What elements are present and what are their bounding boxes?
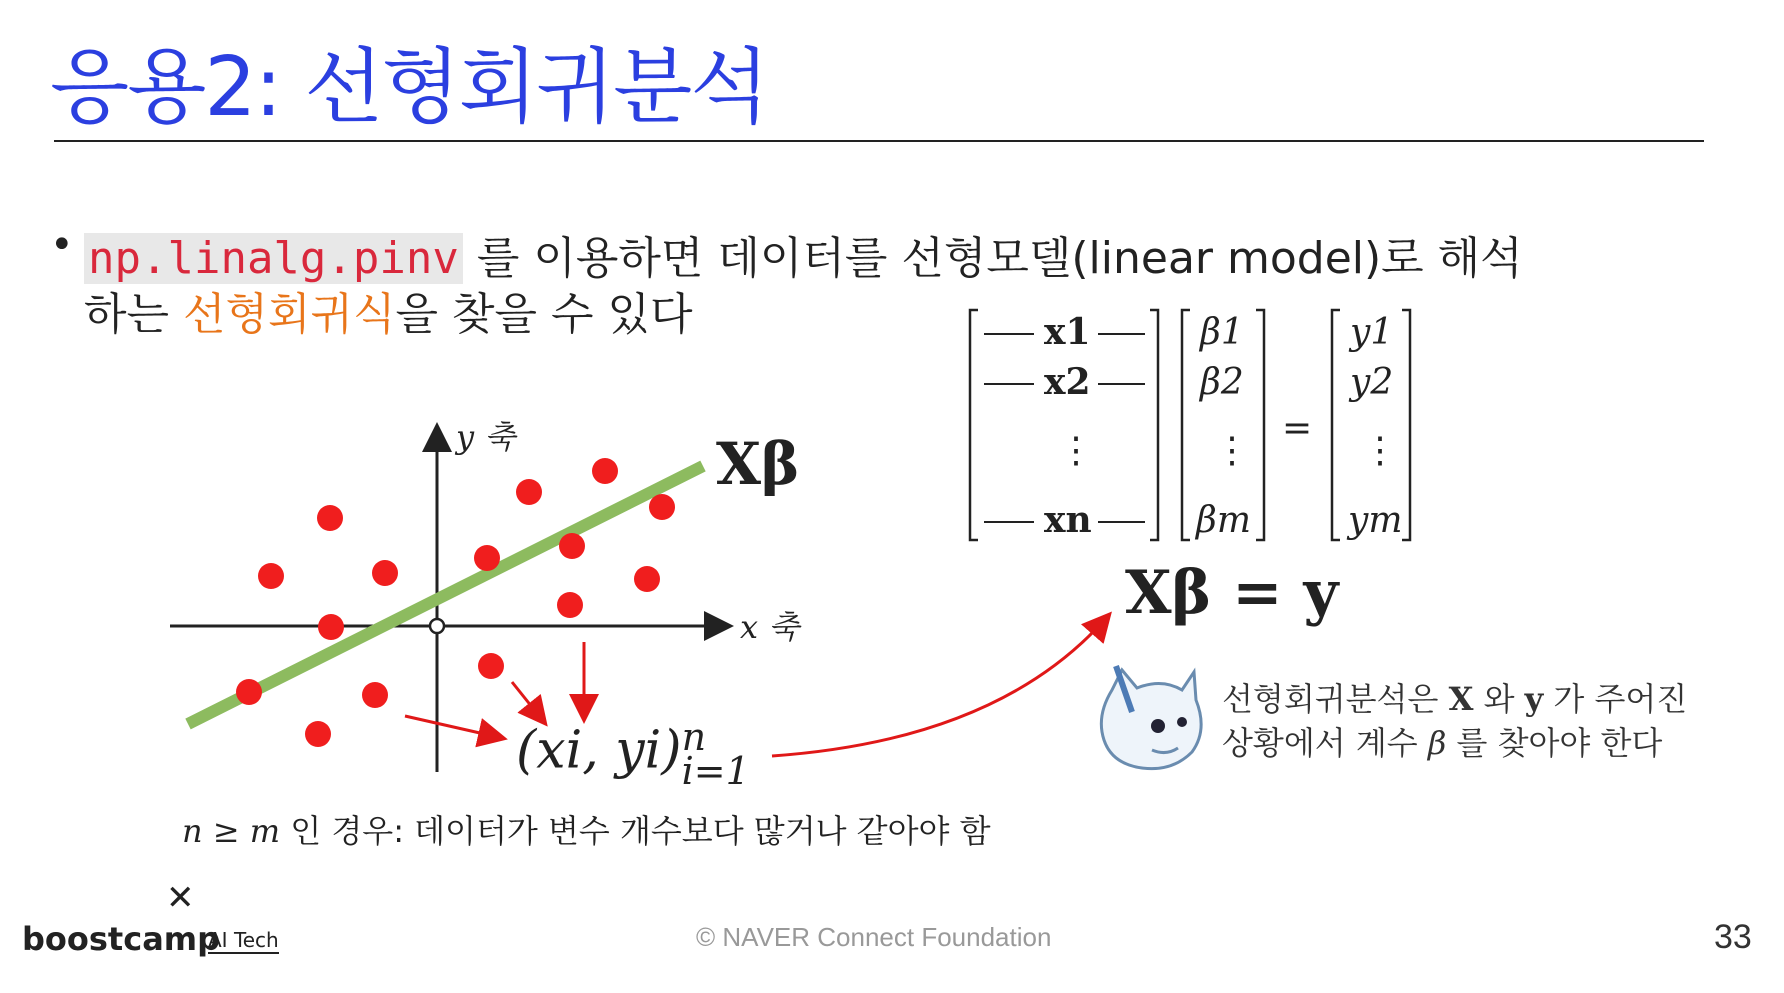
- highlight-term: 선형회귀식: [183, 289, 396, 340]
- matrix-x-row: xn: [1044, 499, 1092, 541]
- matrix-x-row: x1: [1044, 311, 1091, 353]
- explain-text: 를 찾아야 한다: [1446, 724, 1663, 762]
- brand-logo: boostcamp: [22, 920, 221, 958]
- condition-text: 인 경우: 데이터가 변수 개수보다 많거나 같아야 함: [280, 812, 991, 850]
- data-point: [258, 563, 284, 589]
- explanation-line-2: [1222, 718, 1662, 764]
- data-point: [362, 682, 388, 708]
- explain-text: 가 주어진: [1543, 680, 1688, 718]
- explain-beta: β: [1427, 724, 1447, 762]
- data-point: [305, 721, 331, 747]
- data-pair-label: [516, 715, 750, 794]
- matrix-beta: β2: [1200, 362, 1244, 403]
- mascot-illustration: [1082, 660, 1212, 780]
- regression-line: [188, 466, 703, 724]
- condition-math: n ≥ m: [182, 812, 281, 850]
- matrix-equals: =: [1282, 408, 1313, 449]
- data-point: [317, 505, 343, 531]
- regression-line-label: Xβ: [716, 430, 800, 498]
- matrix-beta: β1: [1200, 312, 1244, 353]
- pointer-arrow: [405, 716, 502, 738]
- matrix-x-row: ⋮: [1058, 430, 1094, 471]
- bullet-line-1-text: 를 이용하면 데이터를 선형모델(linear model)로 해석: [462, 233, 1523, 284]
- y-axis-label: y 축: [456, 418, 516, 456]
- matrix-beta: βm: [1196, 500, 1251, 541]
- pair-superscript: n: [681, 715, 707, 759]
- data-point: [478, 653, 504, 679]
- data-point: [649, 494, 675, 520]
- pair-subscript: i=1: [681, 749, 750, 794]
- data-point: [372, 560, 398, 586]
- code-snippet: np.linalg.pinv: [84, 233, 463, 284]
- slide-title: 응용2: 선형회귀분석: [50, 40, 768, 135]
- condition-note: [182, 806, 991, 852]
- explanation-line-1: [1222, 674, 1687, 720]
- pointer-arrow: [512, 682, 544, 722]
- close-icon[interactable]: ✕: [166, 878, 195, 918]
- bullet-line-2-prefix: 하는: [84, 289, 183, 340]
- explain-X: X: [1448, 680, 1474, 718]
- brand-logo-sub: AI Tech: [208, 928, 279, 952]
- matrix-beta: ⋮: [1214, 430, 1250, 471]
- data-point: [559, 533, 585, 559]
- page-number: 33: [1714, 918, 1752, 956]
- pair-main: (xi, yi): [516, 720, 682, 781]
- matrix-y: ⋮: [1362, 430, 1398, 471]
- matrix-x-row: x2: [1044, 361, 1091, 403]
- origin-marker: [430, 619, 444, 633]
- footer-copyright: © NAVER Connect Foundation: [696, 922, 1052, 952]
- connector-arrow: [772, 616, 1108, 756]
- explain-text: 와: [1473, 680, 1525, 718]
- main-equation: Xβ = y: [1125, 558, 1339, 628]
- matrix-y: ym: [1348, 500, 1403, 541]
- explain-text: 상황에서 계수: [1222, 724, 1428, 762]
- data-point: [592, 458, 618, 484]
- data-point: [516, 479, 542, 505]
- explain-y: y: [1524, 680, 1544, 718]
- x-axis-label: x 축: [740, 608, 800, 646]
- matrix-y: y2: [1350, 362, 1394, 403]
- data-point: [557, 592, 583, 618]
- data-point: [236, 679, 262, 705]
- data-point: [474, 545, 500, 571]
- bullet-marker: •: [50, 222, 74, 268]
- data-point: [318, 614, 344, 640]
- matrix-y: y1: [1350, 312, 1394, 353]
- data-point: [634, 566, 660, 592]
- bullet-line-2-suffix: 을 찾을 수 있다: [395, 289, 693, 340]
- explain-text: 선형회귀분석은: [1222, 680, 1449, 718]
